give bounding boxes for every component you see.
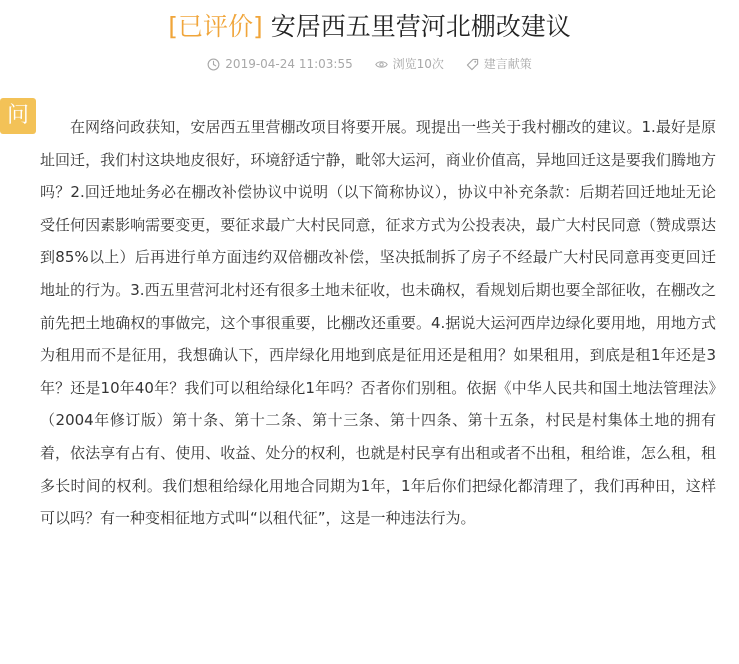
meta-category[interactable]: [466, 55, 532, 73]
meta-bar: [0, 55, 739, 76]
views-text: 浏览10次: [392, 57, 444, 71]
clock-icon: [207, 58, 220, 71]
meta-datetime: [207, 55, 352, 73]
meta-views: [375, 55, 444, 73]
title-text: 安居西五里营河北棚改建议: [270, 12, 571, 41]
category-link[interactable]: 建言献策: [483, 57, 532, 71]
question-badge: 问: [0, 98, 36, 134]
datetime-text: 2019-04-24 11:03:55: [225, 57, 353, 71]
page-title: [0, 10, 739, 44]
tag-icon: [466, 58, 479, 71]
question-body: 在网络问政获知，安居西五里营棚改项目将要开展。现提出一些关于我村棚改的建议。1.最好是原址回迁，我们村这块地皮很好，环境舒适宁静，毗邻大运河，商业价值高，异地回迁这是要我们腾地方吗？2.回迁地址务必在棚改补偿协议中说明（以下简称协议），协议中补充条款：后期若回迁地址无论受任何因素影响需要变更，要征求最广大村民同意，征求方式为公投表决，最广大村民同意（赞成票达到85%以上）后再进行单方面违约双倍棚改补偿，坚决抵制拆了房子不经最广大村民同意再变更回迁地址的行为。3.西五里营河北村还有很多土地未征收，也未确权，看规划后期也要全部征收，在棚改之前先把土地确权的事做完，这个事很重要，比棚改还重要。4.据说大运河西岸边绿化要用地，用地方式为租用而不是征用，我想确认下，西岸绿化用地到底是征用还是租用？如果租用，到底是租1年还是3年？还是10年40年？我们可以租给绿化1年吗？否者你们别租。依据《中华人民共和国土地法管理法》（2004年修订版）第十条、第十二条、第十三条、第十四条、第十五条，村民是村集体土地的拥有着，依法享有占有、使用、收益、处分的权利，也就是村民享有出租或者不出租，租给谁，怎么租，租多长时间的权利。我们想租给绿化用地合同期为1年，1年后你们把绿化都清理了，我们再种田，这样可以吗？有一种变相征地方式叫“以租代征”，这是一种违法行为。: [40, 118, 716, 528]
eye-icon: [375, 58, 388, 71]
status-tag: [已评价]: [168, 12, 263, 41]
